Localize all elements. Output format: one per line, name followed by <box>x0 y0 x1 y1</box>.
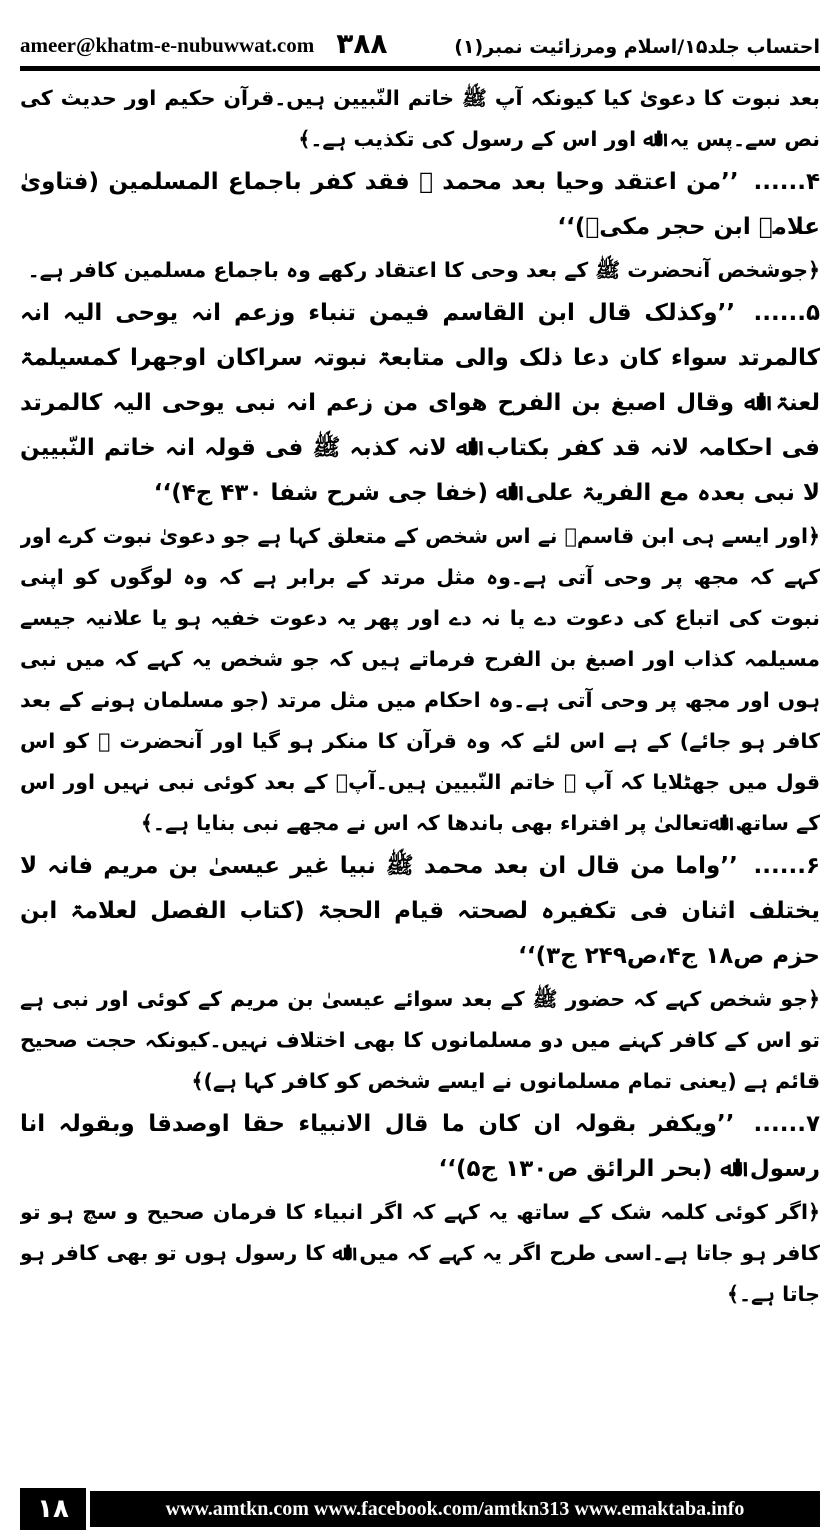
paragraph-1 <box>20 78 820 160</box>
paragraph-6-number: ۶...... <box>753 853 820 879</box>
paragraph-1-text: بعد نبوت کا دعویٰ کیا کیونکہ آپ ﷺ خاتم النّبیین ہیں۔قرآن حکیم اور حدیث کی نص سے۔پس یہ اﷲ اور اس کے رسول کی تکذیب ہے۔﴾ <box>20 86 820 151</box>
page-header <box>20 22 820 58</box>
footer-urls[interactable]: www.amtkn.com www.facebook.com/amtkn313 www.emaktaba.info <box>90 1491 820 1527</box>
header-rule <box>20 66 820 71</box>
header-page-number: ۳۸۸ <box>336 27 388 60</box>
paragraph-3-text: ﴿جوشخص آنحضرت ﷺ کے بعد وحی کا اعتقاد رکھے وہ باجماع مسلمین کافر ہے۔ <box>27 258 820 282</box>
paragraph-2-number: ۴...... <box>753 169 820 195</box>
paragraph-7-text: ﴿جو شخص کہے کہ حضور ﷺ کے بعد سوائے عیسیٰ بن مریم کے کوئی اور نبی ہے تو اس کے کافر کہنے میں دو مسلمانوں کا بھی اختلاف نہیں۔کیونکہ حجت صحیح قائم ہے (یعنی تمام مسلمانوں نے ایسے شخص کو کافر کہا ہے)﴾ <box>20 987 820 1093</box>
page-footer <box>20 1488 820 1530</box>
header-email[interactable]: ameer@khatm-e-nubuwwat.com <box>20 33 315 57</box>
paragraph-9-text: ﴿اگر کوئی کلمہ شک کے ساتھ یہ کہے کہ اگر انبیاء کا فرمان صحیح و سچ ہو تو کافر ہو جاتا ہے۔اسی طرح اگر یہ کہے کہ میں اﷲ کا رسول ہوں تو بھی کافر ہو جاتا ہے۔﴾ <box>20 1200 820 1306</box>
paragraph-2-text: ’’من اعتقد وحیا بعد محمد ﷺ فقد کفر باجماع المسلمین (فتاویٰ علامہ ابن حجر مکیؒ)‘‘ <box>20 169 820 240</box>
paragraph-6-text: ’’واما من قال ان بعد محمد ﷺ نبیا غیر عیسیٰ بن مریم فانہ لا یختلف اثنان فی تکفیرہ لصحتہ قیام الحجۃ (کتاب الفصل لعلامۃ ابن حزم ص۱۸ ج۴،ص۲۴۹ ج۳)‘‘ <box>20 853 820 969</box>
paragraph-8 <box>20 1102 820 1192</box>
header-left <box>20 27 388 60</box>
paragraph-7 <box>20 979 820 1102</box>
paragraph-4-number: ۵...... <box>753 300 820 326</box>
footer-page-number: ۱۸ <box>20 1488 86 1530</box>
paragraph-2 <box>20 160 820 250</box>
paragraph-4-text: ’’وکذلک قال ابن القاسم فیمن تنباء وزعم انہ یوحی الیہ انہ کالمرتد سواء کان دعا ذلک والی متابعۃ نبوتہ سراکان اوجھرا کمسیلمۃ لعنۃ اﷲ وقال اصبغ بن الفرح ھوای من زعم انہ نبی یوحی الیہ کالمرتد فی احکامہ لانہ قد کفر بکتاب اﷲ لانہ کذبہ ﷺ فی قولہ انہ خاتم النّبیین لا نبی بعدہ مع الفریۃ علی اﷲ (خفا جی شرح شفا ۴۳۰ ج۴)‘‘ <box>20 300 820 506</box>
paragraph-8-text: ’’ویکفر بقولہ ان کان ما قال الانبیاء حقا اوصدقا وبقولہ انا رسول اﷲ (بحر الرائق ص۱۳۰ ج۵)‘‘ <box>20 1111 820 1182</box>
paragraph-4 <box>20 291 820 516</box>
paragraph-9 <box>20 1192 820 1315</box>
paragraph-6 <box>20 844 820 979</box>
header-book-title: احتساب جلد۱۵/اسلام ومرزائیت نمبر(۱) <box>454 36 820 58</box>
paragraph-3 <box>20 250 820 291</box>
page-body <box>20 78 820 1468</box>
paragraph-5-text: ﴿اور ایسے ہی ابن قاسمؒ نے اس شخص کے متعلق کہا ہے جو دعویٰ نبوت کرے اور کہے کہ مجھ پر وحی آتی ہے۔وہ مثل مرتد کے برابر ہے کہ وہ لوگوں کو اپنی نبوت کی اتباع کی دعوت دے یا نہ دے اور پھر یہ دعوت خفیہ ہو یا علانیہ جیسے مسیلمہ کذاب اور اصبغ بن الفرح فرماتے ہیں کہ جو شخص یہ کہے کہ میں نبی ہوں اور مجھ پر وحی آتی ہے۔وہ احکام میں مثل مرتد (جو مسلمان ہونے کے بعد کافر ہو جائے) کے ہے اس لئے کہ وہ قرآن کا منکر ہو گیا اور آنحضرت ﷺ کو اس قول میں جھٹلایا کہ آپ ﷺ خاتم النّبیین ہیں۔آپؐ کے بعد کوئی نبی نہیں اور اس کے ساتھ اﷲتعالیٰ پر افتراء بھی باندھا کہ اس نے مجھے نبی بنایا ہے۔﴾ <box>20 524 820 835</box>
paragraph-5 <box>20 516 820 844</box>
paragraph-8-number: ۷...... <box>753 1111 820 1137</box>
